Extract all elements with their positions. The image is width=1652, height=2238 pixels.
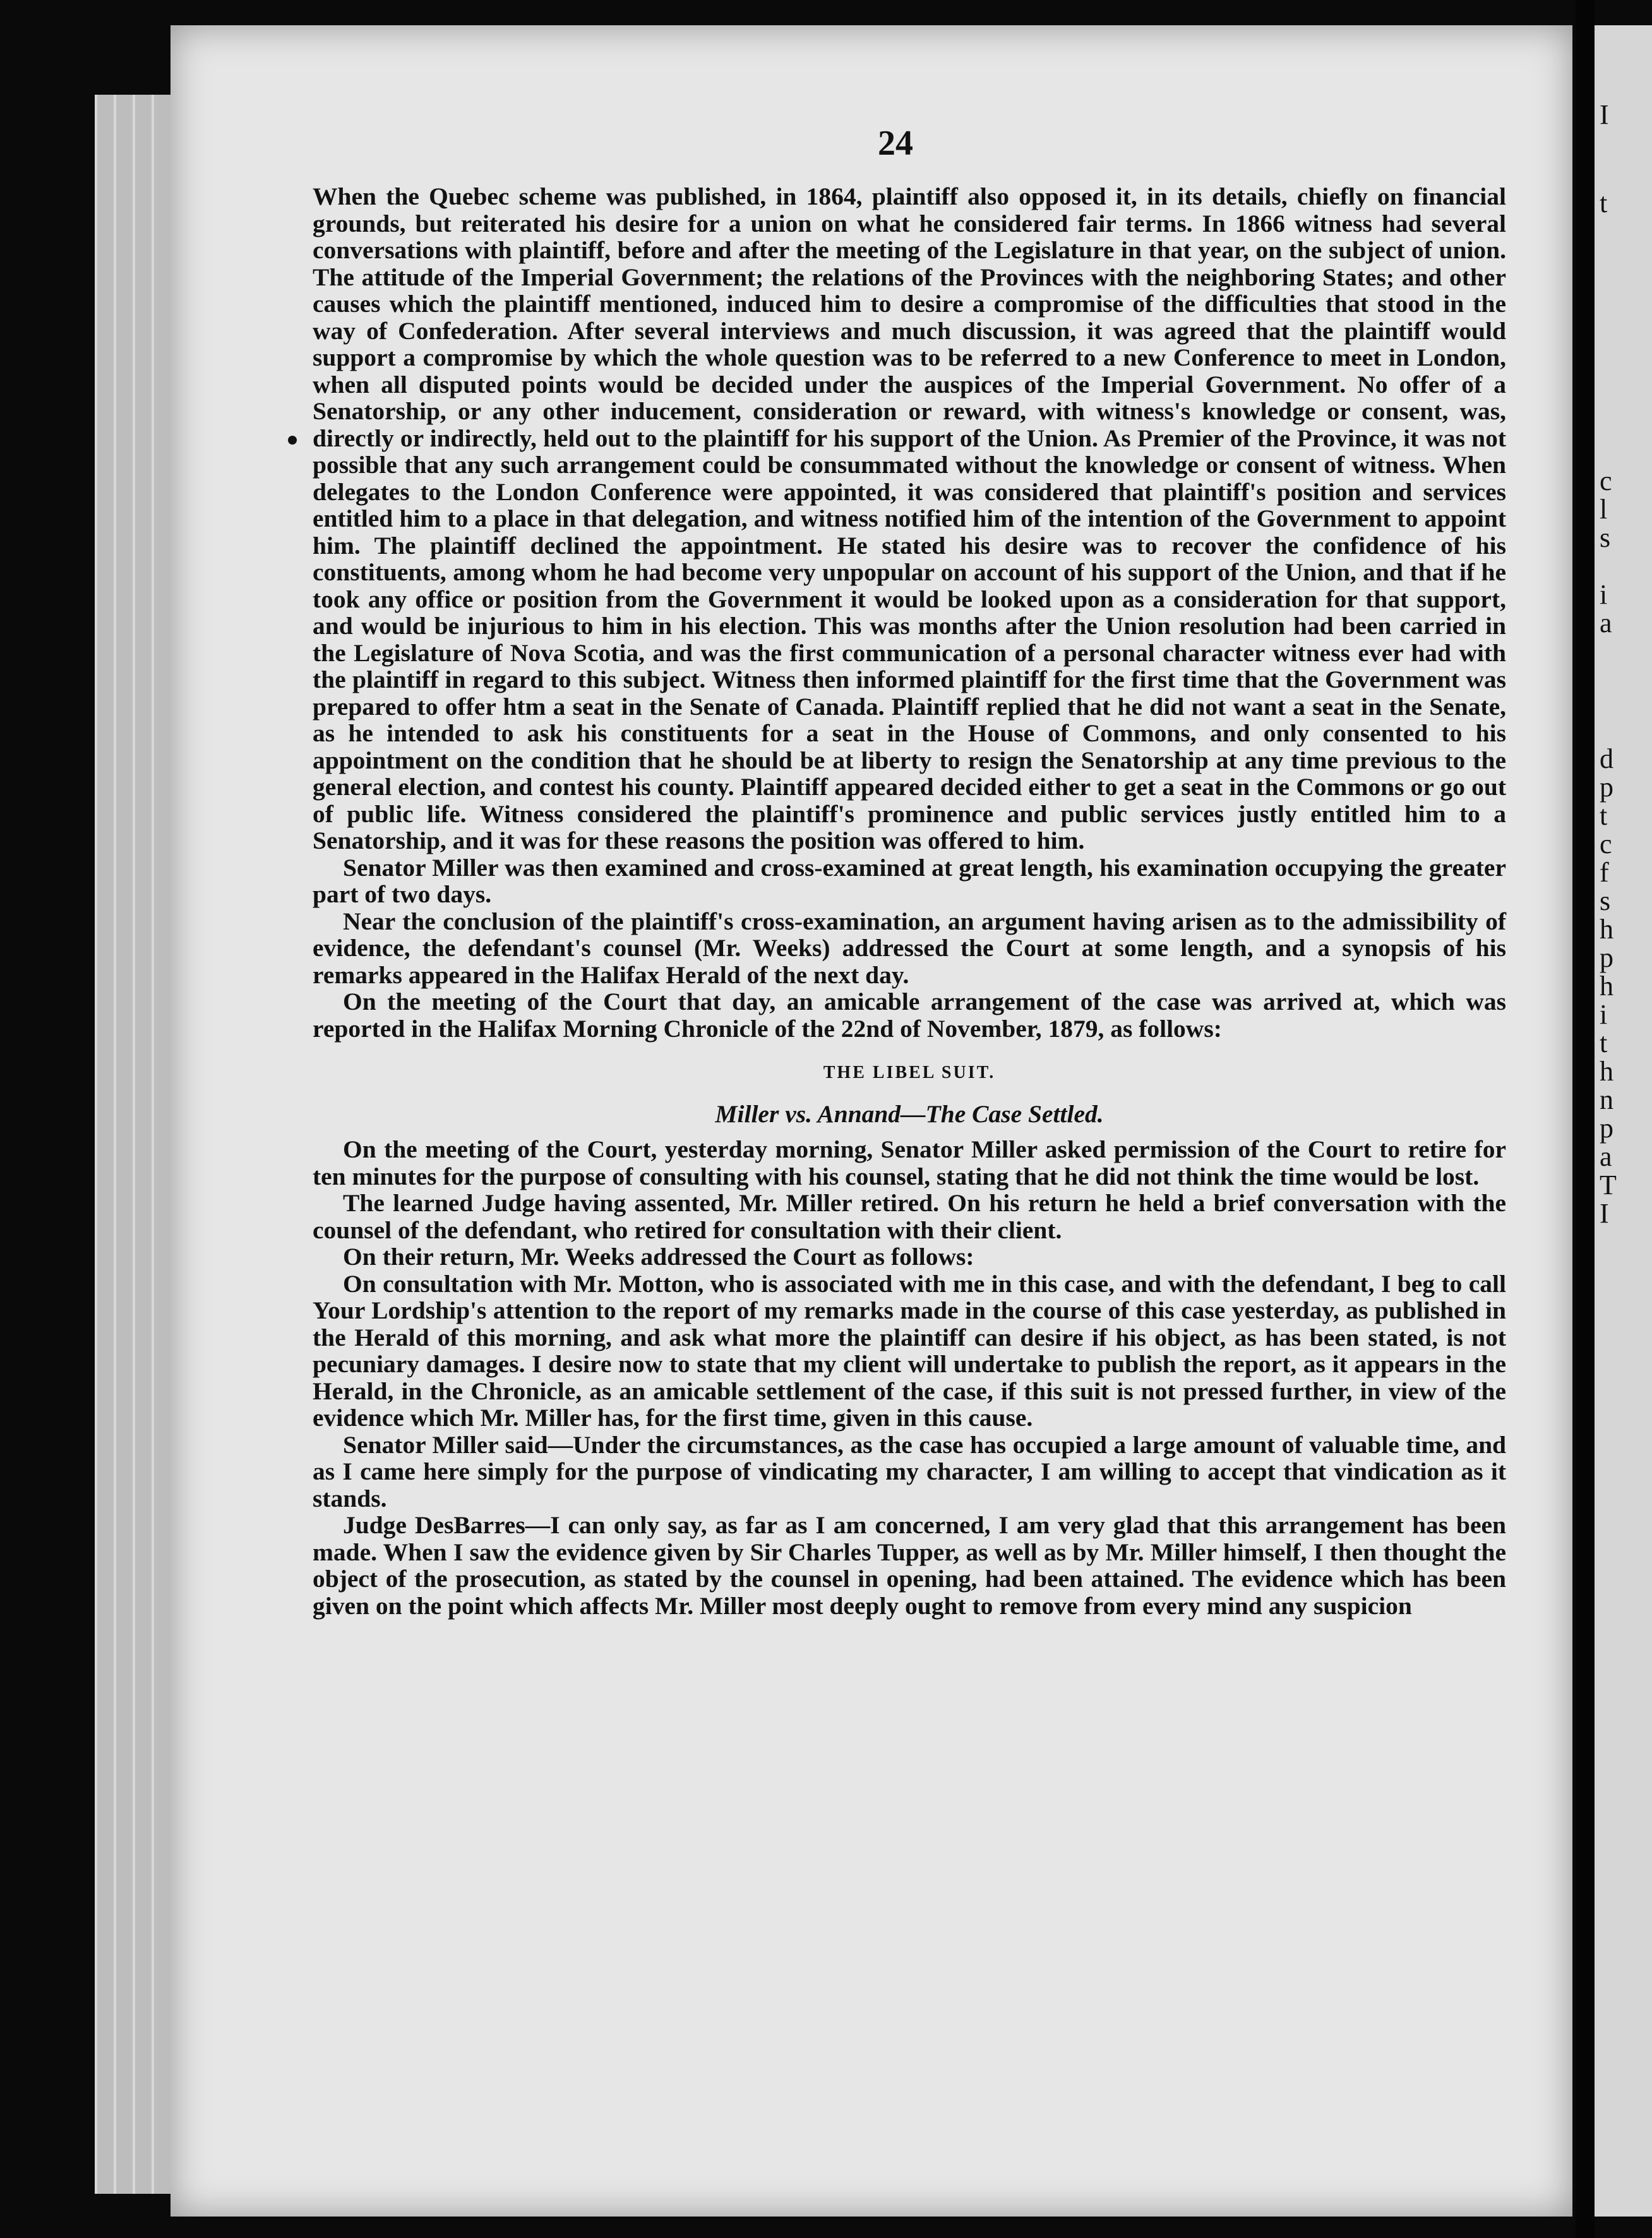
paragraph: Senator Miller was then examined and cross-examined at great length, his examination occupying the greater part of two days. [313,853,1506,908]
facing-page-letter: c [1600,465,1612,496]
facing-page-letter: a [1600,607,1612,638]
facing-page-letter: a [1600,1141,1612,1172]
section-subheading: Miller vs. Annand—The Case Settled. [715,1099,1104,1128]
paragraph: When the Quebec scheme was published, in 1864, plaintiff also opposed it, in its details, chiefly on financial grounds, but reiterated his desire for a union on what he considered fair terms. In 1866 witness had several conversations with plaintiff, before and after the meeting of the Legislature in that year, on the subject of union. The attitude of the Imperial Government; the relations of the Provinces with the neighboring States; and other causes which the plaintiff mentioned, induced him to desire a compromise of the difficulties that stood in the way of Confederation. After several interviews and much discussion, it was agreed that the plaintiff would support a compromise by which the whole question was to be referred to a new Conference to meet in London, when all disputed points would be decided under the auspices of the Imperial Government. No offer of a Senatorship, or any other inducement, consideration or reward, with witness's knowledge or consent, was, directly or indirectly, held out to the plaintiff for his support of the Union. As Premier of the Province, it was not possible that any such arrangement could be consummated without the knowledge or consent of witness. When delegates to the London Conference were appointed, it was considered that plaintiff's position and services entitled him to a place in that delegation, and witness notified him of the intention of the Government to appoint him. The plaintiff declined the appointment. He stated his desire was to recover the confidence of his constituents, among whom he had become very unpopular on account of his support of the Union, and that if he took any office or position from the Government it would be looked upon as a consideration for that support, and would be injurious to him in his election. This was months after the Union resolution had been carried in the Legislature of Nova Scotia, and was the first communication of a personal character witness ever had with the plaintiff in regard to this subject. Witness then informed plaintiff for the first time that the Government was prepared to offer htm a seat in the Senate of Canada. Plaintiff replied that he did not want a seat in the Senate, as he intended to ask his constituents for a seat in the House of Commons, and only consented to his appointment on the condition that he should be at liberty to resign the Senatorship at any time previous to the general election, and contest his county. Plaintiff appeared decided either to get a seat in the Commons or go out of public life. Witness considered the plaintiff's prominence and public services justly entitled him to a Senatorship, and it was for these reasons the position was offered to him. [313,183,1506,854]
paragraph: The learned Judge having assented, Mr. Miller retired. On his return he held a brief conversation with the counsel of the defendant, who retired for consultation with their client. [313,1189,1506,1244]
facing-page-letter: l [1600,494,1608,525]
facing-page-letter: t [1600,800,1608,831]
paragraph: On their return, Mr. Weeks addressed the Court as follows: [343,1243,974,1271]
section-heading: THE LIBEL SUIT. [823,1063,996,1082]
facing-page-letter: t [1600,1027,1608,1058]
facing-page-letter: n [1600,1084,1613,1115]
facing-page-letter: p [1600,772,1613,803]
paragraph: Judge DesBarres—I can only say, as far as I am concerned, I am very glad that this arrangement has been made. When I saw the evidence given by Sir Charles Tupper, as well as by Mr. Miller himself, I then thought the object of the prosecution, as stated by the counsel in opening, had been attained. The evidence which has been given on the point which affects Mr. Miller most deeply ought to remove from every mind any suspicion [313,1511,1506,1620]
facing-page-letter: t [1600,188,1608,218]
facing-page-letter: p [1600,942,1613,973]
paragraph: On consultation with Mr. Motton, who is associated with me in this case, and with the defendant, I beg to call Your Lordship's attention to the report of my remarks made in the course of this case yesterday, as published in the Herald of this morning, and ask what more the plaintiff can desire if his object, as has been stated, is not pecuniary damages. I desire now to state that my client will undertake to publish the report, as it appears in the Herald, in the Chronicle, as an amicable settlement of the case, if this suit is not pressed further, in view of the evidence which Mr. Miller has, for the first time, given in this cause. [313,1269,1506,1432]
paragraph: On the meeting of the Court that day, an amicable arrangement of the case was arrived at, which was reported in the Halifax Morning Chronicle of the 22nd of November, 1879, as follows: [313,988,1506,1043]
facing-page-letter: c [1600,829,1612,859]
facing-page-letter: i [1600,579,1608,610]
page-stack-edge [152,95,173,2194]
facing-page-letter: d [1600,743,1613,774]
facing-page-letter: h [1600,971,1613,1002]
facing-page-letter: h [1600,1056,1613,1087]
book-gutter [1576,0,1595,2238]
facing-page-letter: I [1600,1198,1609,1229]
facing-page-letter: T [1600,1170,1617,1200]
paragraph: Near the conclusion of the plaintiff's cross-examination, an argument having arisen as to the admissibility of evidence, the defendant's counsel (Mr. Weeks) addressed the Court at some length, and a synopsis of his remarks appeared in the Halifax Herald of the next day. [313,907,1506,989]
paragraph: On the meeting of the Court, yesterday morning, Senator Miller asked permission of the Court to retire for ten minutes for the purpose of consulting with his counsel, stating that he did not think the time would be lost. [313,1135,1506,1190]
page-body [313,183,1506,1619]
facing-page-letter: s [1600,885,1611,916]
facing-page-letter: s [1600,522,1611,553]
facing-page-letter: h [1600,914,1613,945]
paragraph: Senator Miller said—Under the circumstances, as the case has occupied a large amount of valuable time, and as I came here simply for the purpose of vindicating my character, I am willing to accept that vindication as it stands. [313,1430,1506,1512]
facing-page-letter: I [1600,99,1609,130]
facing-page-letter: p [1600,1113,1613,1144]
marginal-mark [288,436,297,445]
facing-page-fragment [1595,25,1652,2217]
page-number: 24 [878,124,913,163]
facing-page-letter: i [1600,999,1608,1030]
facing-page-letter: f [1600,857,1609,888]
